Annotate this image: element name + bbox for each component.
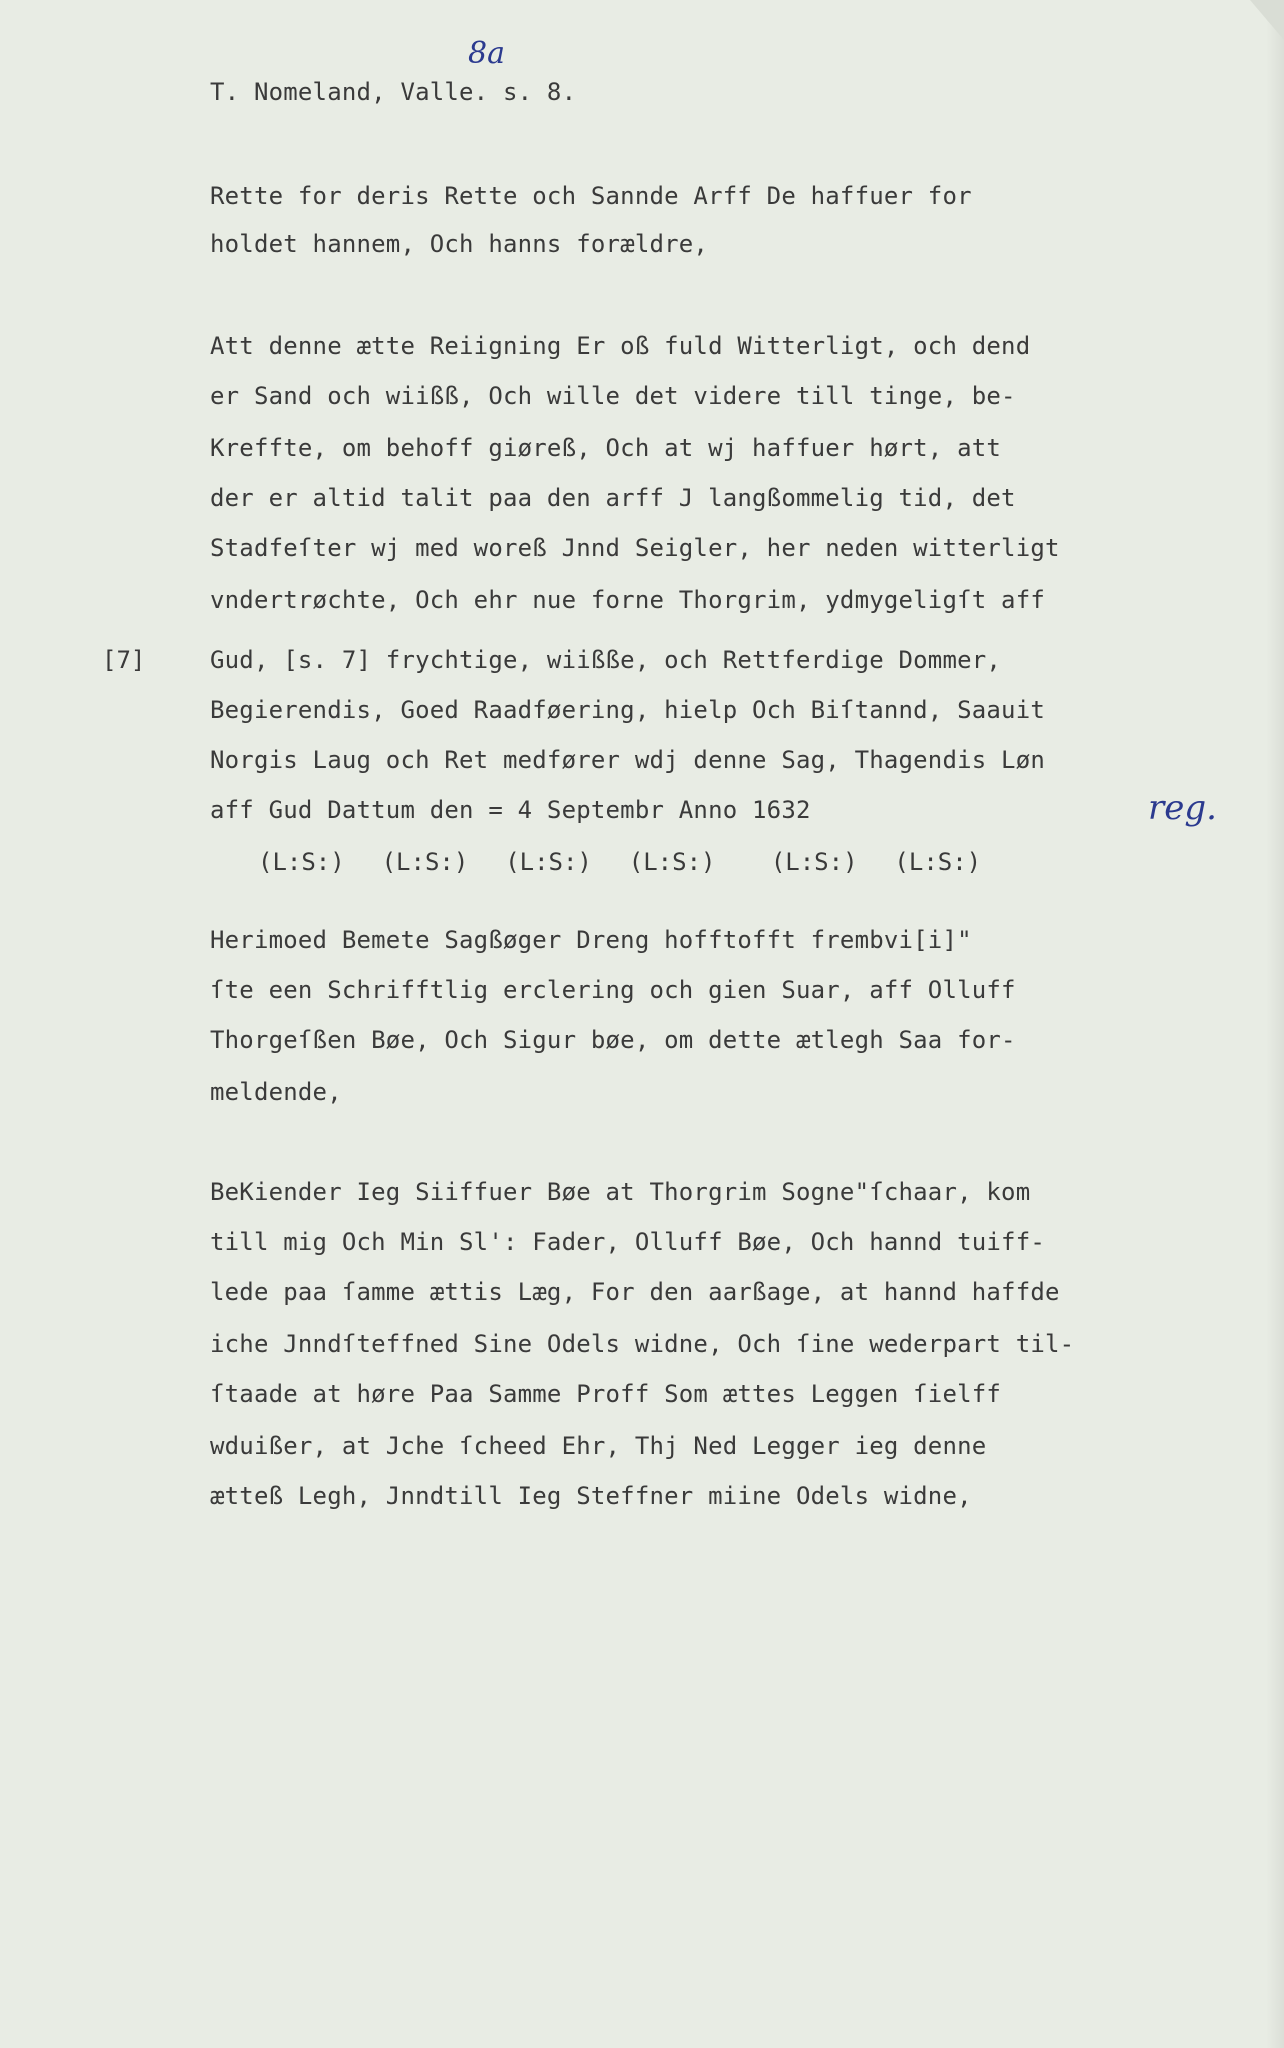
- text-line: er Sand och wiißß, Och wille det videre till tinge, be-: [210, 382, 1016, 410]
- margin-page-marker: [7]: [102, 646, 146, 674]
- handwritten-reg-note: reg.: [1148, 788, 1217, 828]
- text-line: lede paa ſamme ættis Læg, For den aarßage, at hannd haffde: [210, 1278, 1060, 1306]
- text-line: Stadfeſter wj med woreß Jnnd Seigler, her neden witterligt: [210, 534, 1060, 562]
- text-line: meldende,: [210, 1078, 342, 1106]
- text-line: ſte een Schrifftlig erclering och gien Suar, aff Olluff: [210, 976, 1016, 1004]
- text-line: Herimoed Bemete Sagßøger Dreng hofftofft frembvi[i]": [210, 926, 972, 954]
- text-line: BeKiender Ieg Siiffuer Bøe at Thorgrim Sogne"ſchaar, kom: [210, 1178, 1031, 1206]
- handwritten-page-annotation: 8a: [468, 36, 505, 71]
- text-line: Gud, [s. 7] frychtige, wiißße, och Rettferdige Dommer,: [210, 646, 1002, 674]
- text-line: wduißer, at Jche ſcheed Ehr, Thj Ned Legger ieg denne: [210, 1432, 987, 1460]
- page-header: T. Nomeland, Valle. s. 8.: [210, 78, 577, 106]
- text-line: der er altid talit paa den arff J langßommelig tid, det: [210, 484, 1016, 512]
- page-corner-fold: [1250, 0, 1284, 40]
- text-line: aff Gud Dattum den = 4 Septembr Anno 1632: [210, 796, 811, 824]
- text-line: ſtaade at høre Paa Samme Proff Som ættes Leggen ſielff: [210, 1380, 1002, 1408]
- text-line: Att denne ætte Reiigning Er oß fuld Witterligt, och dend: [210, 332, 1031, 360]
- text-line: holdet hannem, Och hanns forældre,: [210, 230, 709, 258]
- text-line: Rette for deris Rette och Sannde Arff De haffuer for: [210, 182, 972, 210]
- text-line: vndertrøchte, Och ehr nue forne Thorgrim, ydmygeligſt aff: [210, 586, 1046, 614]
- text-line: ætteß Legh, Jnndtill Ieg Steffner miine Odels widne,: [210, 1482, 972, 1510]
- text-line: iche Jnndſteffned Sine Odels widne, Och ſine wederpart til-: [210, 1330, 1075, 1358]
- page-edge-shadow: [1266, 0, 1284, 2048]
- text-line: Thorgeſßen Bøe, Och Sigur bøe, om dette ætlegh Saa for-: [210, 1026, 1016, 1054]
- seal-markers: (L:S:) (L:S:) (L:S:) (L:S:) (L:S:) (L:S:): [258, 848, 982, 876]
- text-line: till mig Och Min Sl': Fader, Olluff Bøe, Och hannd tuiff-: [210, 1228, 1046, 1256]
- text-line: Norgis Laug och Ret medfører wdj denne Sag, Thagendis Løn: [210, 746, 1046, 774]
- text-line: Kreffte, om behoff giøreß, Och at wj haffuer hørt, att: [210, 434, 1002, 462]
- text-line: Begierendis, Goed Raadføering, hielp Och Biſtannd, Saauit: [210, 696, 1046, 724]
